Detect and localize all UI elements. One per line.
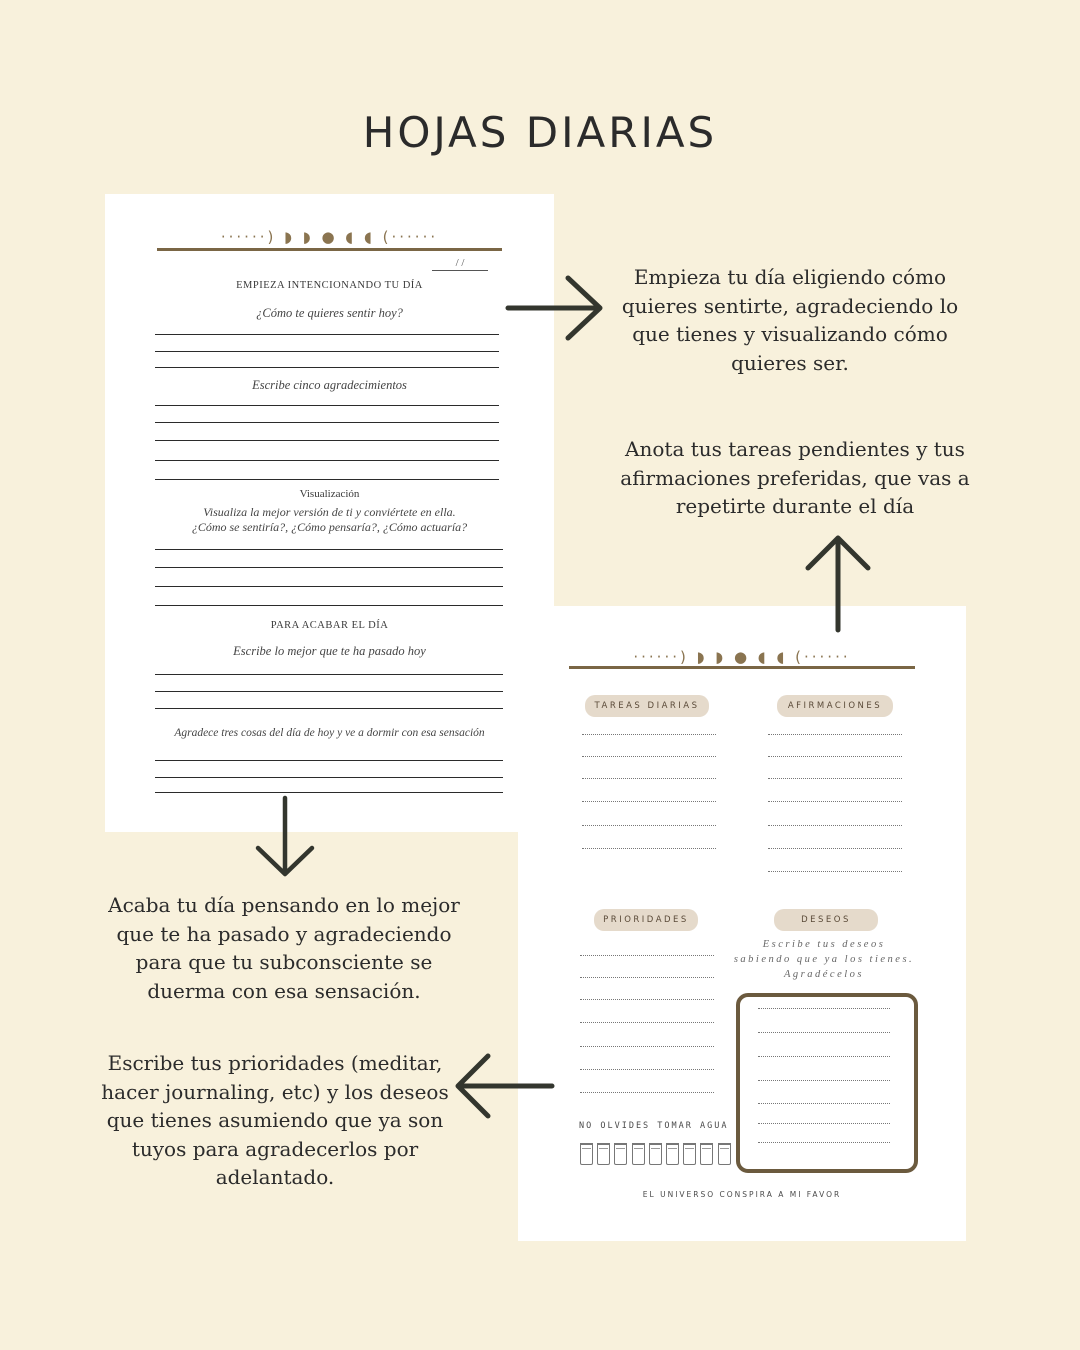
prompt-best: Escribe lo mejor que te ha pasado hoy (233, 644, 426, 658)
moon-phases-icon: ······) ◗ ◗ ● ◖ ◖ (······ (220, 228, 439, 246)
dotted-line[interactable] (768, 734, 902, 735)
dotted-line[interactable] (582, 734, 716, 735)
writing-line[interactable] (155, 792, 503, 793)
tab-tareas-diarias: TAREAS DIARIAS (585, 695, 709, 717)
writing-line[interactable] (155, 708, 503, 709)
prompt-visualize-2: ¿Cómo se sentiría?, ¿Cómo pensaría?, ¿Cómo actuaría? (191, 520, 468, 534)
water-glass-icon[interactable] (614, 1143, 627, 1165)
arrow-down-icon (250, 792, 320, 882)
dotted-line[interactable] (582, 801, 716, 802)
dotted-line[interactable] (582, 756, 716, 757)
dotted-line[interactable] (582, 778, 716, 779)
daily-sheet-tasks (518, 606, 966, 1241)
arrow-left-icon (450, 1050, 558, 1124)
dotted-line[interactable] (768, 756, 902, 757)
writing-line[interactable] (155, 422, 499, 423)
water-glass-icon[interactable] (597, 1143, 610, 1165)
dotted-line[interactable] (768, 825, 902, 826)
dotted-line[interactable] (580, 1046, 714, 1047)
writing-line[interactable] (155, 549, 503, 550)
dotted-line[interactable] (580, 955, 714, 956)
dotted-line[interactable] (582, 825, 716, 826)
water-label: NO OLVIDES TOMAR AGUA (579, 1121, 729, 1131)
header-rule (157, 248, 502, 251)
water-glass-icon[interactable] (649, 1143, 662, 1165)
dotted-line[interactable] (758, 1008, 890, 1009)
description-priorities: Escribe tus prioridades (meditar, hacer journaling, etc) y los deseos que tienes asumiendo que ya son tuyos para agradecerlos por adelantado. (101, 1051, 449, 1189)
writing-line[interactable] (155, 691, 503, 692)
section-heading-morning: EMPIEZA INTENCIONANDO TU DÍA (236, 280, 423, 291)
description-evening: Acaba tu día pensando en lo mejor que te ha pasado y agradeciendo para que tu subconsciente se duerma con esa sensación. (108, 893, 460, 1003)
dotted-line[interactable] (758, 1123, 890, 1124)
prompt-visualize-1: Visualiza la mejor versión de ti y conviértete en ella. (203, 505, 456, 519)
water-glass-icon[interactable] (666, 1143, 679, 1165)
water-glass-icon[interactable] (718, 1143, 731, 1165)
dotted-line[interactable] (758, 1056, 890, 1057)
dotted-line[interactable] (582, 848, 716, 849)
dotted-line[interactable] (768, 801, 902, 802)
dotted-line[interactable] (580, 999, 714, 1000)
description-morning: Empieza tu día eligiendo cómo quieres sentirte, agradeciendo lo que tienes y visualizando cómo quieres ser. (621, 265, 959, 375)
wishes-box[interactable] (736, 993, 918, 1173)
dotted-line[interactable] (768, 778, 902, 779)
tab-deseos: DESEOS (774, 909, 878, 931)
water-glass-icon[interactable] (632, 1143, 645, 1165)
writing-line[interactable] (155, 367, 499, 368)
footer-motto: EL UNIVERSO CONSPIRA A MI FAVOR (642, 1190, 842, 1199)
writing-line[interactable] (155, 674, 503, 675)
moon-phases-icon: ······) ◗ ◗ ● ◖ ◖ (······ (633, 648, 851, 666)
prompt-feel: ¿Cómo te quieres sentir hoy? (256, 306, 403, 320)
section-heading-visualization: Visualización (299, 488, 360, 500)
section-heading-evening: PARA ACABAR EL DÍA (270, 620, 389, 631)
dotted-line[interactable] (758, 1080, 890, 1081)
arrow-right-icon (500, 270, 610, 346)
writing-line[interactable] (155, 777, 503, 778)
writing-line[interactable] (155, 567, 503, 568)
description-tasks: Anota tus tareas pendientes y tus afirmaciones preferidas, que vas a repetirte durante el día (620, 437, 970, 518)
dotted-line[interactable] (758, 1032, 890, 1033)
writing-line[interactable] (155, 479, 499, 480)
header-rule (569, 666, 915, 669)
dotted-line[interactable] (758, 1142, 890, 1143)
writing-line[interactable] (155, 334, 499, 335)
dotted-line[interactable] (758, 1103, 890, 1104)
dotted-line[interactable] (580, 977, 714, 978)
dotted-line[interactable] (768, 871, 902, 872)
writing-line[interactable] (155, 440, 499, 441)
tab-afirmaciones: AFIRMACIONES (777, 695, 893, 717)
writing-line[interactable] (155, 351, 499, 352)
tab-prioridades: PRIORIDADES (594, 909, 698, 931)
prompt-gratitude: Escribe cinco agradecimientos (252, 378, 407, 392)
dotted-line[interactable] (580, 1022, 714, 1023)
dotted-line[interactable] (580, 1069, 714, 1070)
writing-line[interactable] (155, 460, 499, 461)
writing-line[interactable] (155, 405, 499, 406)
prompt-thanks: Agradece tres cosas del día de hoy y ve a dormir con esa sensación (174, 727, 485, 739)
page-title: HOJAS DIARIAS (362, 108, 718, 157)
arrow-up-icon (800, 530, 876, 636)
daily-sheet-morning (105, 194, 554, 832)
writing-line[interactable] (155, 586, 503, 587)
water-glass-icon[interactable] (580, 1143, 593, 1165)
writing-line[interactable] (155, 760, 503, 761)
dotted-line[interactable] (580, 1092, 714, 1093)
date-field[interactable]: / / (432, 257, 488, 271)
water-glass-icon[interactable] (683, 1143, 696, 1165)
wishes-note: Escribe tus deseos sabiendo que ya los tienes. Agradécelos (733, 939, 915, 980)
water-glass-icon[interactable] (700, 1143, 713, 1165)
dotted-line[interactable] (768, 848, 902, 849)
writing-line[interactable] (155, 605, 503, 606)
